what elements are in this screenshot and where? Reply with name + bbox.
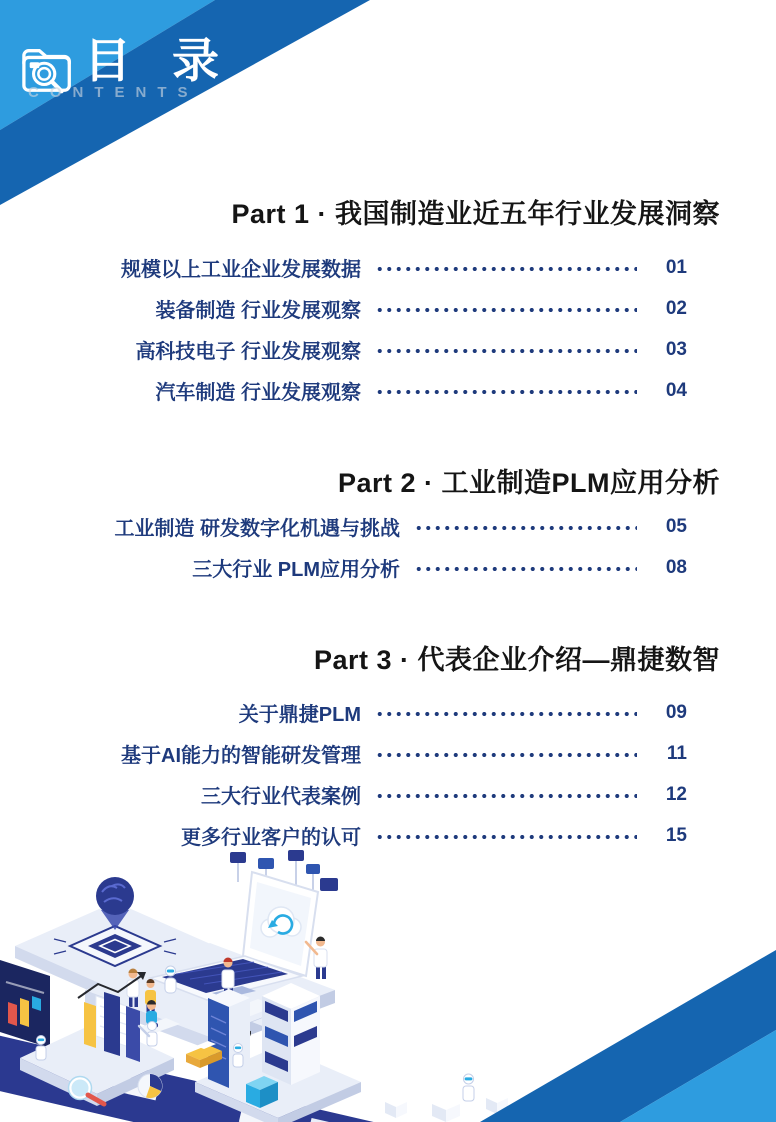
toc-item-label: 工业制造 研发数字化机遇与挑战 — [114, 518, 400, 540]
leader-dots — [375, 751, 637, 759]
toc-row[interactable] — [55, 370, 720, 411]
leader-dots — [375, 306, 637, 314]
toc-item-page: 11 — [666, 742, 687, 764]
toc-item-page: 08 — [665, 556, 687, 578]
page-title: 目 录 — [84, 34, 234, 87]
toc-item-label: 规模以上工业企业发展数据 — [121, 259, 361, 281]
table-of-contents — [55, 196, 720, 856]
toc-section-title: Part 1 · 我国制造业近五年行业发展洞察 — [231, 199, 720, 229]
toc-item-label: 装备制造 行业发展观察 — [155, 300, 361, 322]
toc-item-label: 汽车制造 行业发展观察 — [155, 382, 361, 404]
toc-item-page: 15 — [665, 824, 687, 846]
toc-item-page: 05 — [665, 515, 687, 537]
toc-section-title: Part 2 · 工业制造PLM应用分析 — [337, 468, 720, 498]
contents-watermark: CONTENTS — [28, 84, 199, 101]
top-banner — [0, 0, 400, 210]
toc-section-title: Part 3 · 代表企业介绍—鼎捷数智 — [313, 645, 720, 675]
toc-item-page: 02 — [665, 297, 687, 319]
toc-row[interactable] — [55, 288, 720, 329]
toc-item-label: 三大行业 PLM应用分析 — [192, 559, 400, 581]
toc-row[interactable] — [55, 547, 720, 588]
toc-item-label: 三大行业代表案例 — [201, 786, 361, 808]
leader-dots — [375, 710, 637, 718]
leader-dots — [375, 265, 637, 273]
toc-row[interactable] — [55, 329, 720, 370]
toc-section-part3 — [55, 642, 720, 856]
toc-row[interactable] — [55, 247, 720, 288]
toc-section-part1 — [55, 196, 720, 411]
leader-dots — [375, 347, 637, 355]
toc-item-page: 01 — [665, 256, 687, 278]
bottom-right-banner — [376, 837, 776, 1122]
toc-row[interactable] — [55, 774, 720, 815]
leader-dots — [375, 388, 637, 396]
toc-row[interactable] — [55, 733, 720, 774]
leader-dots — [414, 524, 637, 532]
toc-item-page: 09 — [665, 701, 687, 723]
toc-item-page: 03 — [665, 338, 687, 360]
toc-section-part2 — [55, 465, 720, 588]
toc-item-page: 12 — [665, 783, 687, 805]
leader-dots — [414, 565, 637, 573]
toc-item-label: 高科技电子 行业发展观察 — [135, 341, 361, 363]
toc-item-page: 04 — [665, 379, 687, 401]
toc-row[interactable] — [55, 692, 720, 733]
toc-item-label: 基于AI能力的智能研发管理 — [121, 745, 361, 767]
leader-dots — [375, 792, 637, 800]
toc-item-label: 关于鼎捷PLM — [238, 704, 361, 726]
toc-item-label: 更多行业客户的认可 — [181, 827, 361, 849]
toc-row[interactable] — [55, 506, 720, 547]
